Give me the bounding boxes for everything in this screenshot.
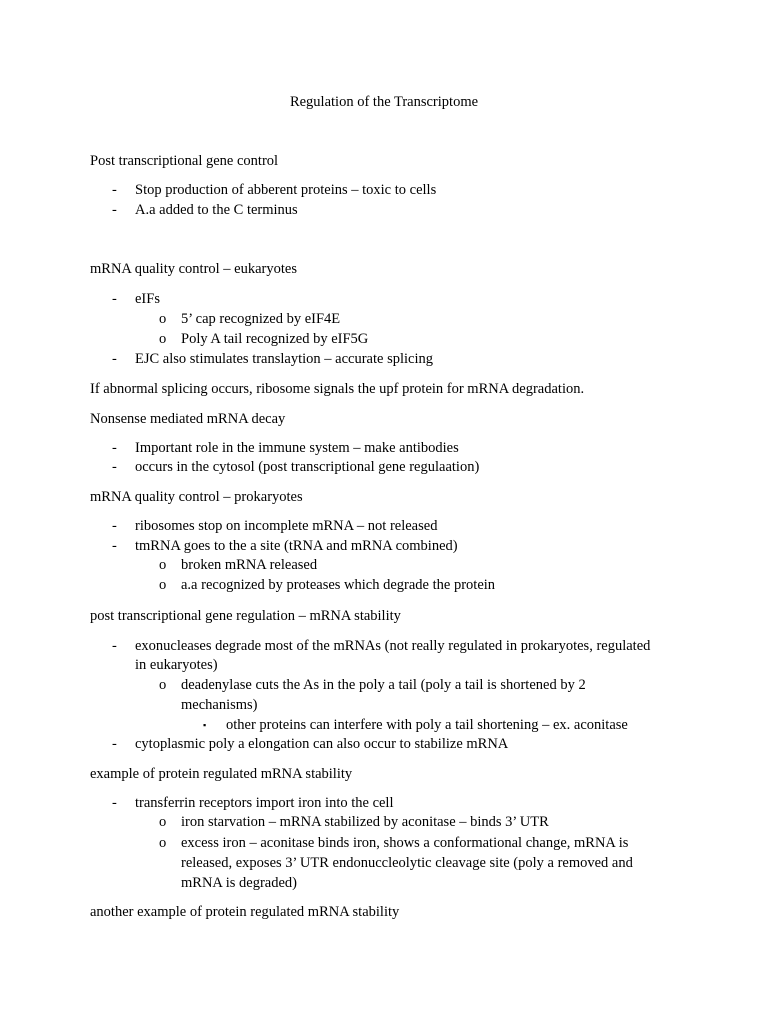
dash-bullet-marker: -	[112, 518, 117, 534]
dash-bullet-marker: -	[112, 459, 117, 475]
dash-bullet-marker: -	[112, 638, 117, 654]
list-item: ribosomes stop on incomplete mRNA – not released	[135, 518, 438, 534]
circle-bullet-marker: o	[159, 557, 167, 573]
square-bullet-marker: ▪	[203, 720, 207, 730]
list-item: tmRNA goes to the a site (tRNA and mRNA combined)	[135, 538, 458, 554]
sub-list-item: deadenylase cuts the As in the poly a tail (poly a tail is shortened by 2	[181, 677, 586, 693]
section-heading: Nonsense mediated mRNA decay	[90, 411, 286, 427]
list-item: EJC also stimulates translaytion – accurate splicing	[135, 351, 433, 367]
section-heading: post transcriptional gene regulation – mRNA stability	[90, 608, 401, 624]
list-item: Stop production of abberent proteins – toxic to cells	[135, 182, 437, 198]
circle-bullet-marker: o	[159, 814, 167, 830]
list-item: Important role in the immune system – make antibodies	[135, 440, 459, 456]
sub-sub-list-item: other proteins can interfere with poly a tail shortening – ex. aconitase	[226, 717, 628, 733]
sub-list-item: Poly A tail recognized by eIF5G	[181, 331, 369, 347]
dash-bullet-marker: -	[112, 202, 117, 218]
list-item: exonucleases degrade most of the mRNAs (not really regulated in prokaryotes, regulated	[135, 638, 651, 654]
section-heading: mRNA quality control – prokaryotes	[90, 489, 303, 505]
sub-list-item: a.a recognized by proteases which degrade the protein	[181, 577, 496, 593]
circle-bullet-marker: o	[159, 331, 167, 347]
sub-list-item: broken mRNA released	[181, 557, 318, 573]
dash-bullet-marker: -	[112, 351, 117, 367]
sub-list-item-continuation: mRNA is degraded)	[181, 875, 297, 891]
paragraph: If abnormal splicing occurs, ribosome signals the upf protein for mRNA degradation.	[90, 381, 585, 397]
document-title: Regulation of the Transcriptome	[289, 94, 479, 110]
list-item: A.a added to the C terminus	[135, 202, 298, 218]
dash-bullet-marker: -	[112, 291, 117, 307]
section-heading: another example of protein regulated mRNA stability	[90, 904, 400, 920]
section-heading: mRNA quality control – eukaryotes	[90, 261, 297, 277]
dash-bullet-marker: -	[112, 736, 117, 752]
sub-list-item: 5’ cap recognized by eIF4E	[181, 311, 341, 327]
dash-bullet-marker: -	[112, 795, 117, 811]
list-item: eIFs	[135, 291, 160, 307]
sub-list-item: iron starvation – mRNA stabilized by aconitase – binds 3’ UTR	[181, 814, 549, 830]
list-item: transferrin receptors import iron into the cell	[135, 795, 394, 811]
section-heading: example of protein regulated mRNA stability	[90, 766, 353, 782]
circle-bullet-marker: o	[159, 577, 167, 593]
circle-bullet-marker: o	[159, 835, 167, 851]
list-item-continuation: in eukaryotes)	[135, 657, 218, 673]
dash-bullet-marker: -	[112, 182, 117, 198]
circle-bullet-marker: o	[159, 311, 167, 327]
sub-list-item-continuation: released, exposes 3’ UTR endonuccleolytic cleavage site (poly a removed and	[181, 855, 633, 871]
list-item: cytoplasmic poly a elongation can also occur to stabilize mRNA	[135, 736, 509, 752]
sub-list-item: excess iron – aconitase binds iron, shows a conformational change, mRNA is	[181, 835, 629, 851]
list-item: occurs in the cytosol (post transcriptional gene regulaation)	[135, 459, 480, 475]
circle-bullet-marker: o	[159, 677, 167, 693]
dash-bullet-marker: -	[112, 440, 117, 456]
section-heading: Post transcriptional gene control	[90, 153, 279, 169]
sub-list-item-continuation: mechanisms)	[181, 697, 258, 713]
dash-bullet-marker: -	[112, 538, 117, 554]
